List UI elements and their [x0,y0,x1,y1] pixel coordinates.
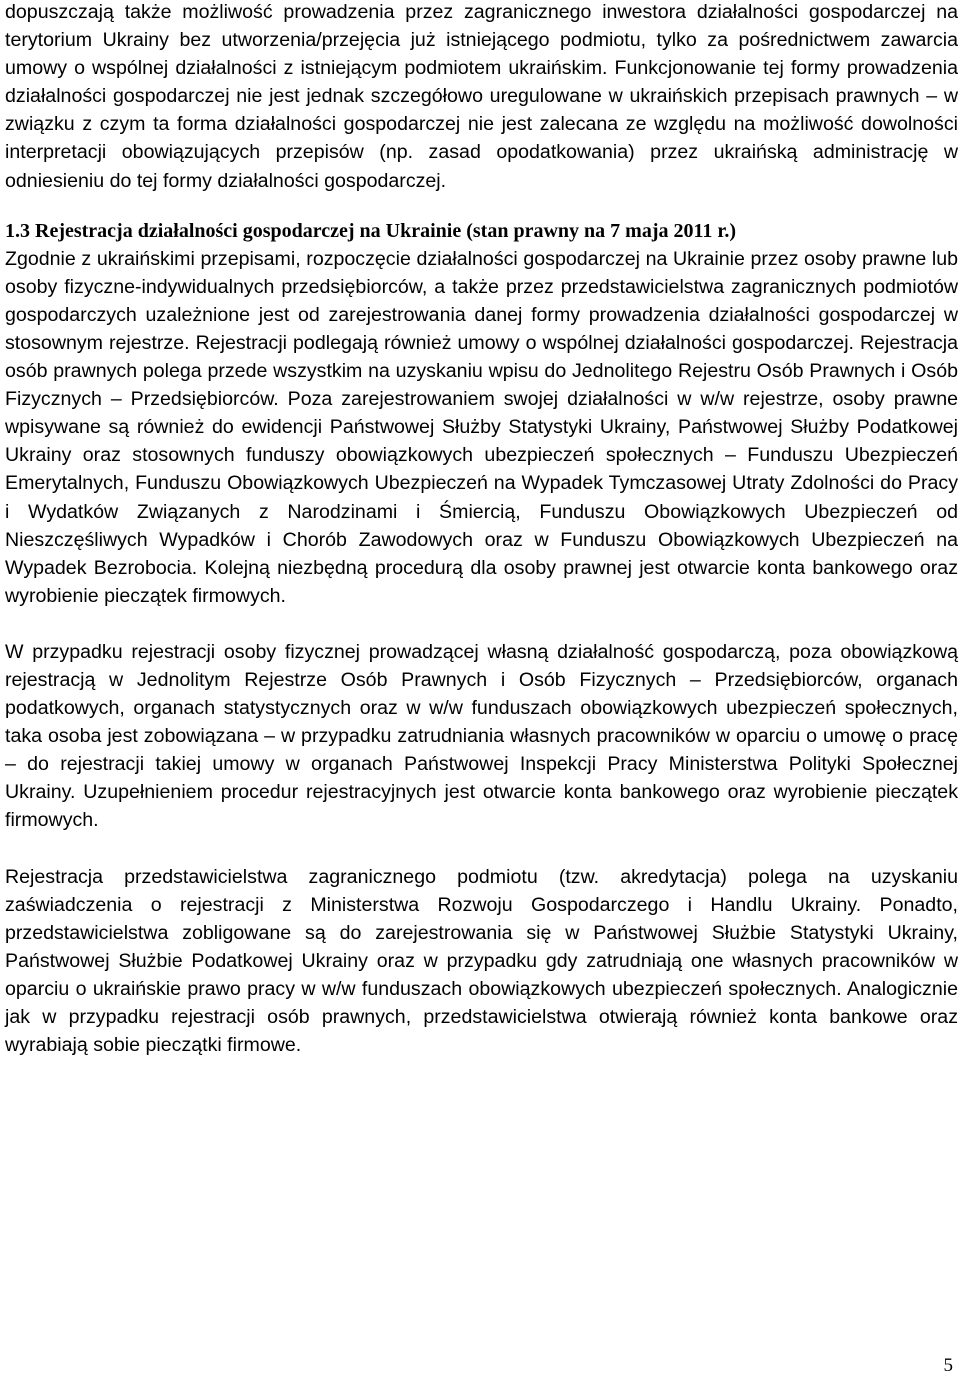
body-paragraph-1: dopuszczają także możliwość prowadzenia przez zagranicznego inwestora działalności gospodarczej na terytorium Ukrainy bez utworzenia/przejęcia już istniejącego podmiotu, tylko za pośrednictwem zawarcia umowy o wspólnej działalności z istniejącym podmiotem ukraińskim. Funkcjonowanie tej formy prowadzenia działalności gospodarczej nie jest jednak szczegółowo uregulowane w ukraińskich przepisach prawnych – w związku z czym ta forma działalności gospodarczej nie jest zalecana ze względu na możliwość dowolności interpretacji obowiązujących przepisów (np. zasad opodatkowania) przez ukraińską administrację w odniesieniu do tej formy działalności gospodarczej. [5,1,958,192]
section-heading: 1.3 Rejestracja działalności gospodarczej na Ukrainie (stan prawny na 7 maja 2011 r.) [5,219,737,242]
document-page [5,0,958,1059]
body-paragraph-2: Zgodnie z ukraińskimi przepisami, rozpoczęcie działalności gospodarczej na Ukrainie przez osoby prawne lub osoby fizyczne-indywidualnych przedsiębiorców, a także przez przedstawicielstwa zagranicznych podmiotów gospodarczych uzależnione jest od zarejestrowania danej formy prowadzenia działalności gospodarczej w stosownym rejestrze. Rejestracji podlegają również umowy o wspólnej działalności gospodarczej. Rejestracja osób prawnych polega przede wszystkim na uzyskaniu wpisu do Jednolitego Rejestru Osób Prawnych i Osób Fizycznych – Przedsiębiorców. Poza zarejestrowaniem swojej działalności w w/w rejestrze, osoby prawne wpisywane są również do ewidencji Państwowej Służby Statystyki Ukrainy, Państwowej Służby Podatkowej Ukrainy oraz stosownych funduszy obowiązkowych ubezpieczeń społecznych – Funduszu Ubezpieczeń Emerytalnych, Funduszu Obowiązkowych Ubezpieczeń na Wypadek Tymczasowej Utraty Zdolności do Pracy i Wydatków Związanych z Narodzinami i Śmiercią, Funduszu Obowiązkowych Ubezpieczeń od Nieszczęśliwych Wypadków i Chorób Zawodowych oraz w Funduszu Obowiązkowych Ubezpieczeń na Wypadek Bezrobocia. Kolejną niezbędną procedurą dla osoby prawnej jest otwarcie konta bankowego oraz wyrobienie pieczątek firmowych. [5,247,958,607]
page-number: 5 [943,1355,953,1376]
body-paragraph-4: Rejestracja przedstawicielstwa zagranicznego podmiotu (tzw. akredytacja) polega na uzyskaniu zaświadczenia o rejestracji z Ministerstwa Rozwoju Gospodarczego i Handlu Ukrainy. Ponadto, przedstawicielstwa zobligowane są do zarejestrowania się w Państwowej Służbie Statystyki Ukrainy, Państwowej Służbie Podatkowej Ukrainy oraz w przypadku gdy zatrudniają one własnych pracowników w oparciu o ukraińskie prawo pracy w w/w funduszach obowiązkowych ubezpieczeń społecznych. Analogicznie jak w przypadku rejestracji osób prawnych, przedstawicielstwa otwierają również konta bankowe oraz wyrabiają sobie pieczątki firmowe. [5,865,958,1057]
body-paragraph-3: W przypadku rejestracji osoby fizycznej prowadzącej własną działalność gospodarczą, poza obowiązkową rejestracją w Jednolitym Rejestrze Osób Prawnych i Osób Fizycznych – Przedsiębiorców, organach podatkowych, organach statystycznych oraz w w/w funduszach obowiązkowych ubezpieczeń społecznych, taka osoba jest zobowiązana – w przypadku zatrudniania własnych pracowników w oparciu o umowę o pracę – do rejestracji takiej umowy w organach Państwowej Inspekcji Pracy Ministerstwa Polityki Społecznej Ukrainy. Uzupełnieniem procedur rejestracyjnych jest otwarcie konta bankowego oraz wyrobienie pieczątek firmowych. [5,640,958,832]
